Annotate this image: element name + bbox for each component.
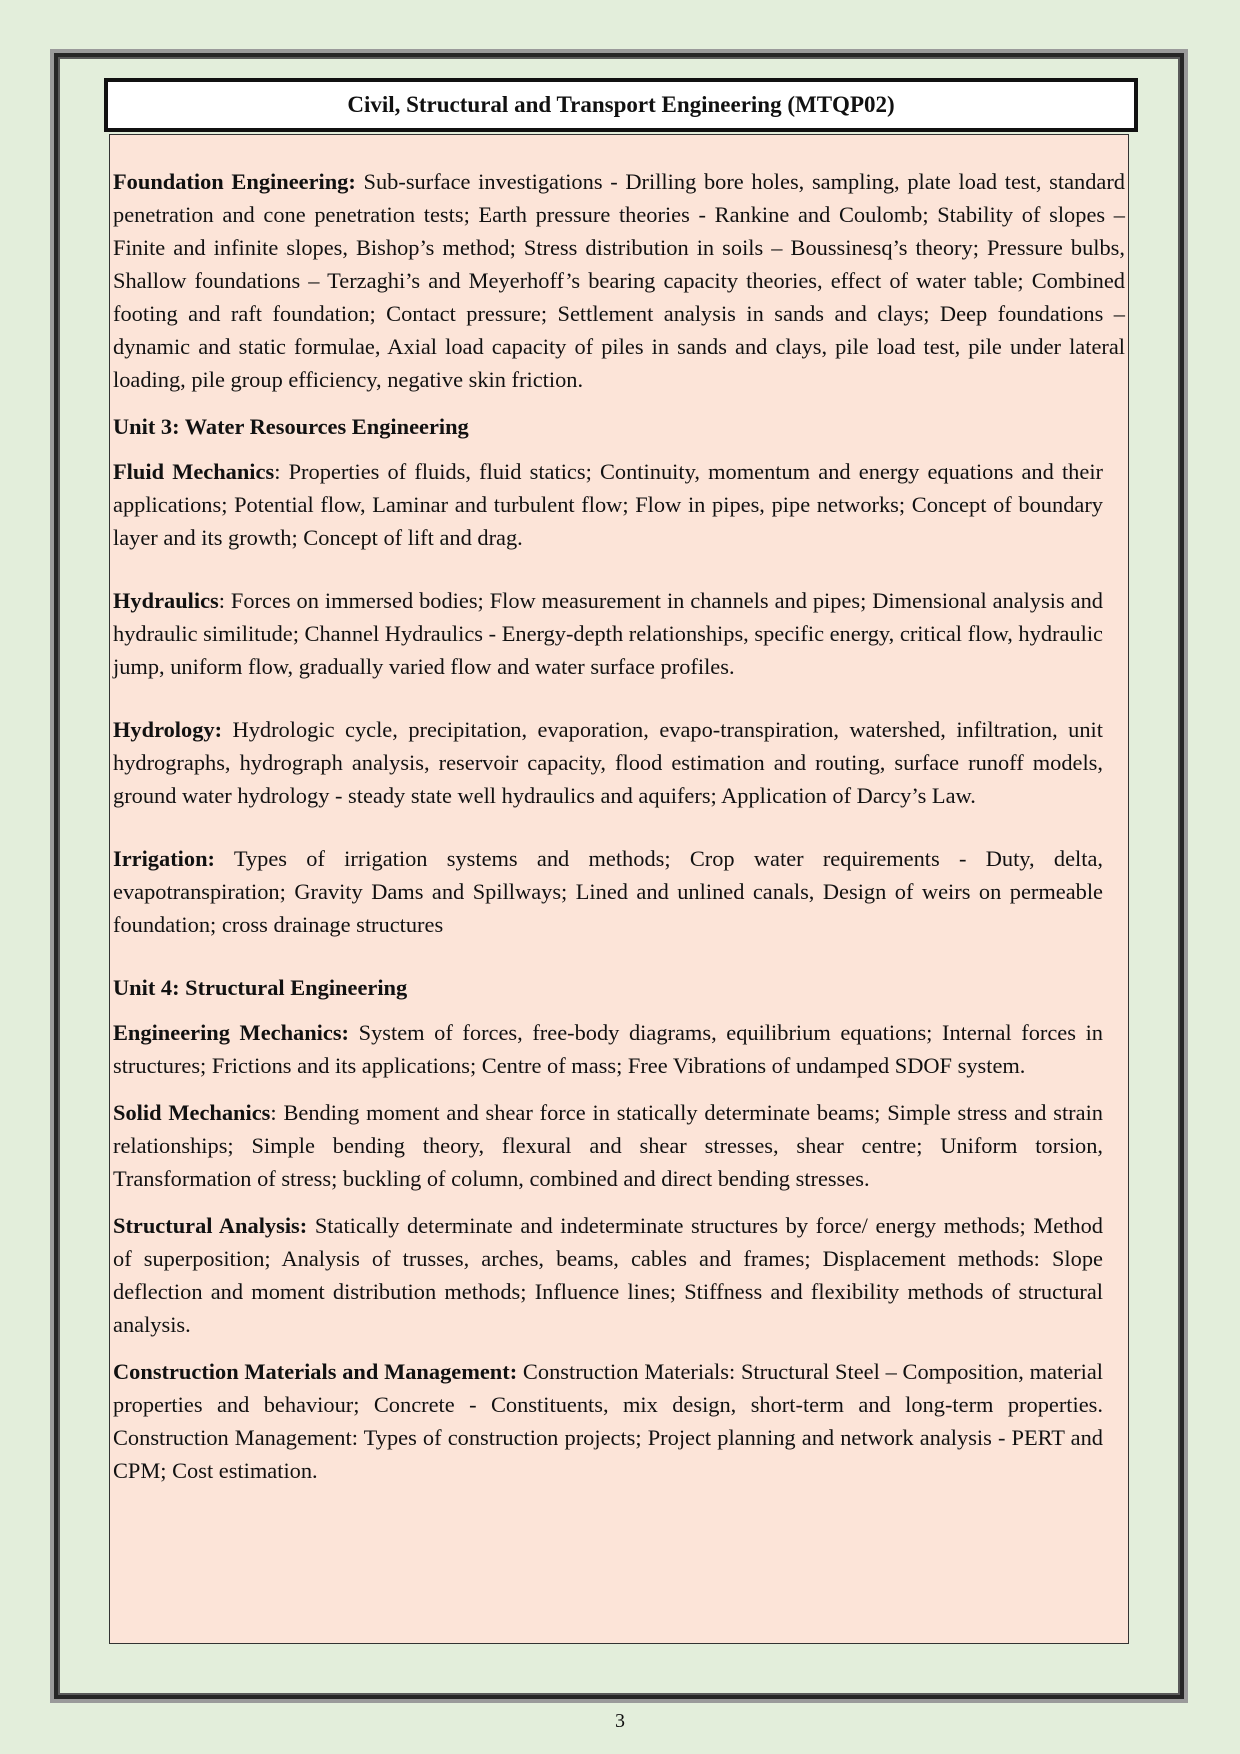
topic-text: Sub-surface investigations - Drilling bore holes, sampling, plate load test, standard penetration and cone penetration tests; Earth pressure theories - Rankine and Coulomb; Stability of slopes – Finite and infinite slopes, Bishop’s method; Stress distribution in soils – Boussinesq’s theory; Pressure bulbs, Shallow foundations – Terzaghi’s and Meyerhoff’s bearing capacity theories, effect of water table; Combined footing and raft foundation; Contact pressure; Settlement analysis in sands and clays; Deep foundations – dynamic and static formulae, Axial load capacity of piles in sands and clays, pile load test, pile under lateral loading, pile group efficiency, negative skin friction. xyxy=(113,169,1125,392)
topic-term: Foundation Engineering: xyxy=(113,169,356,194)
topic-text: System of forces, free-body diagrams, equilibrium equations; Internal forces in structures; Frictions and its applications; Centre of mass; Free Vibrations of undamped SDOF system. xyxy=(113,1020,1103,1078)
foundation-engineering-paragraph xyxy=(113,165,1125,396)
unit-4-heading: Unit 4: Structural Engineering xyxy=(113,975,408,1000)
topic-text: Hydrologic cycle, precipitation, evaporation, evapo-transpiration, watershed, infiltration, unit hydrographs, hydrograph analysis, reservoir capacity, flood estimation and routing, surface runoff models, ground water hydrology - steady state well hydraulics and aquifers; Application of Darcy’s Law. xyxy=(113,717,1103,808)
topic-term: Hydraulics xyxy=(113,588,219,613)
topic-term: Engineering Mechanics: xyxy=(113,1020,349,1045)
hydrology-paragraph xyxy=(113,713,1103,812)
topic-term: Fluid Mechanics xyxy=(113,459,275,484)
topic-text: Construction Materials: Structural Steel – Composition, material properties and behaviour; Concrete - Constituents, mix design, short-term and long-term properties. Construction Management: Types of construction projects; Project planning and network analysis - PERT and CPM; Cost estimation. xyxy=(113,1359,1103,1483)
document-title-box xyxy=(104,78,1138,132)
hydraulics-paragraph xyxy=(113,584,1103,683)
topic-term: Hydrology: xyxy=(113,717,223,742)
unit-3-heading: Unit 3: Water Resources Engineering xyxy=(113,414,469,439)
fluid-mechanics-paragraph xyxy=(113,455,1103,554)
topic-text: Statically determinate and indeterminate structures by force/ energy methods; Method of superposition; Analysis of trusses, arches, beams, cables and frames; Displacement methods: Slope deflection and moment distribution methods; Influence lines; Stiffness and flexibility methods of structural analysis. xyxy=(113,1213,1103,1337)
topic-text: : Forces on immersed bodies; Flow measurement in channels and pipes; Dimensional analysis and hydraulic similitude; Channel Hydraulics - Energy-depth relationships, specific energy, critical flow, hydraulic jump, uniform flow, gradually varied flow and water surface profiles. xyxy=(113,588,1103,679)
structural-analysis-paragraph xyxy=(113,1209,1103,1341)
construction-materials-paragraph xyxy=(113,1355,1103,1487)
document-title: Civil, Structural and Transport Engineering (MTQP02) xyxy=(347,92,895,117)
topic-term: Structural Analysis: xyxy=(113,1213,308,1238)
topic-text: : Properties of fluids, fluid statics; Continuity, momentum and energy equations and their applications; Potential flow, Laminar and turbulent flow; Flow in pipes, pipe networks; Concept of boundary layer and its growth; Concept of lift and drag. xyxy=(113,459,1103,550)
topic-term: Construction Materials and Management: xyxy=(113,1359,518,1384)
page-number: 3 xyxy=(615,1710,625,1732)
syllabus-content xyxy=(109,134,1129,1644)
solid-mechanics-paragraph xyxy=(113,1096,1103,1195)
engineering-mechanics-paragraph xyxy=(113,1016,1103,1082)
topic-text: : Bending moment and shear force in statically determinate beams; Simple stress and strain relationships; Simple bending theory, flexural and shear stresses, shear centre; Uniform torsion, Transformation of stress; buckling of column, combined and direct bending stresses. xyxy=(113,1100,1103,1191)
topic-term: Solid Mechanics xyxy=(113,1100,271,1125)
topic-term: Irrigation: xyxy=(113,846,215,871)
topic-text: Types of irrigation systems and methods; Crop water requirements - Duty, delta, evapotranspiration; Gravity Dams and Spillways; Lined and unlined canals, Design of weirs on permeable foundation; cross drainage structures xyxy=(113,846,1103,937)
irrigation-paragraph xyxy=(113,842,1103,941)
